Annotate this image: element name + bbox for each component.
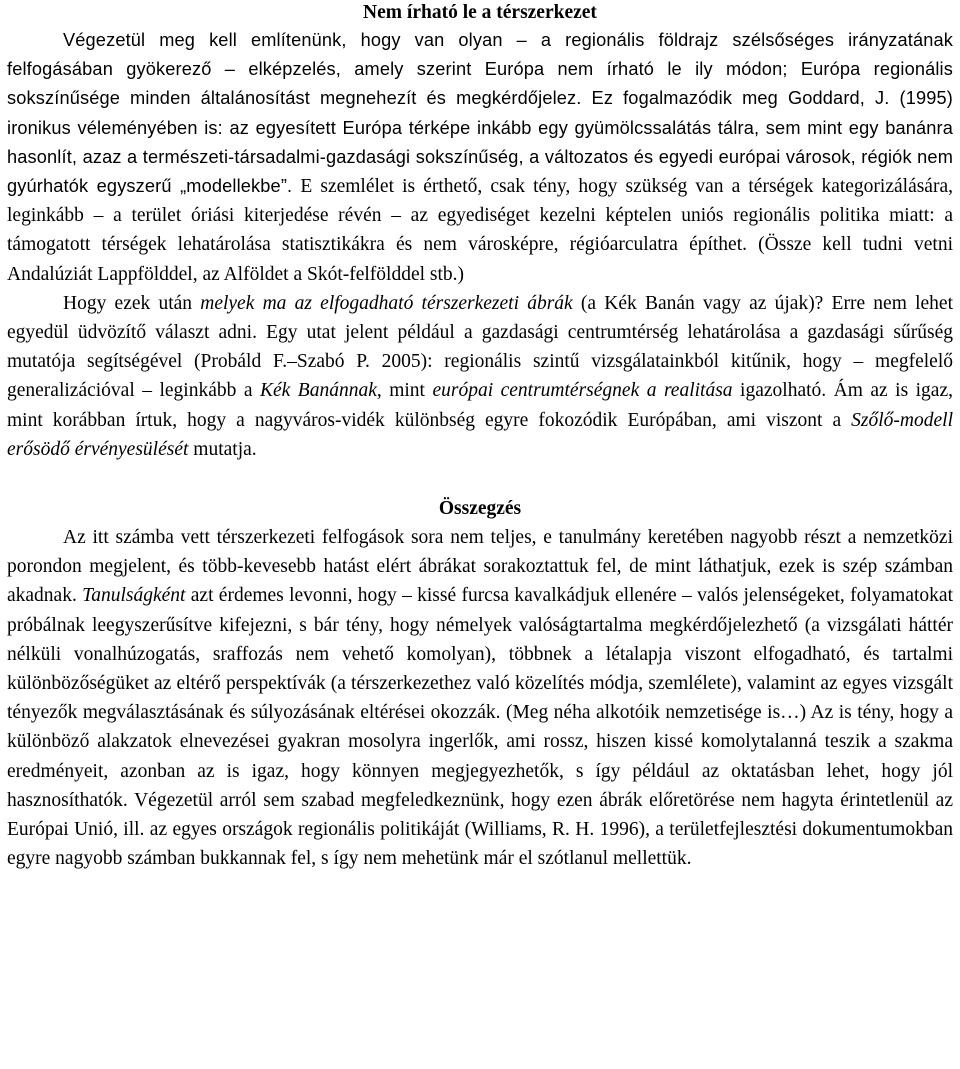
paragraph-goddard-sans-text: Végezetül meg kell említenünk, hogy van olyan – a regionális földrajz szélsőséges irányzatának felfogásában gyökerező – elképzelés, amely szerint Európa nem írható le ily módon; Európa regionális sokszínűsége minden általánosítást megnehezít és megkérdőjelez. Ez fogalmazódik meg Goddard, J. (1995) ironikus véleményében is: az egyesített Európa térképe inkább egy gyümölcssalátás tálra, sem mint egy banánra hasonlít, azaz a természeti-társadalmi-gazdasági sokszínűség, a változatos és egyedi európai városok, régiók nem gyúrhatók egyszerű „modellekbe”. bbox=[7, 30, 953, 197]
document-page bbox=[7, 0, 953, 873]
text-run: azt érdemes levonni, hogy – kissé furcsa kavalkádjuk ellenére – valós jelenségeket, folyamatokat próbálnak leegyszerűsítve kifejezni, s bár tény, hogy némelyek valóságtartalma megkérdőjelezhető (a vizsgálati háttér nélküli vonalhúzogatás, sraffozás nem vehető komolyan), többnek a létalapja viszont elfogadható, és tartalmi különbözőségüket az eltérő perspektívák (a térszerkezethez való közelítés módja, szemlélete), valamint az egyes vizsgált tényezők megválasztásának és súlyozásának eltérései okozzák. (Meg néha alkotóik nemzetisége is…) Az is tény, hogy a különböző alakzatok elnevezései gyakran mosolyra ingerlők, ami rossz, hiszen kissé komolytalanná teszik a szakma eredményeit, azonban az is igaz, hogy könnyen megjegyezhetők, s így például az oktatásban lehet, hogy jól hasznosíthatók. Végezetül arról sem szabad megfeledkeznünk, hogy ezen ábrák előretörése nem hagyta érintetlenül az Európai Unió, ill. az egyes országok regionális politikáját (Williams, R. H. 1996), a területfejlesztési dokumentumokban egyre nagyobb számban bukkannak fel, s így nem mehetünk már el szótlanul mellettük. bbox=[7, 585, 953, 870]
italic-run: Tanulságként bbox=[82, 585, 186, 607]
italic-run: melyek ma az elfogadható térszerkezeti ábrák bbox=[200, 292, 573, 314]
italic-run: európai centrumtérségnek a realitása bbox=[432, 380, 733, 402]
text-run: , mint bbox=[376, 380, 433, 402]
text-run: (a Kék Banán vagy az újak)? Erre nem lehet egyedül üdvözítő választ adni. Egy utat jelent például a gazdasági centrumtérség lehatárolása a gazdasági sűrűség mutatója segítségével (Probáld F.–Szabó P. 2005): regionális szintű vizsgálatainkból kitűnik, hogy – megfelelő generalizációval – leginkább a bbox=[7, 292, 953, 402]
italic-run: Kék Banánnak bbox=[259, 380, 377, 402]
paragraph-goddard bbox=[7, 26, 953, 289]
section-heading-summary: Összegzés bbox=[438, 498, 522, 520]
text-run: igazolható. Ám az is igaz, mint korábban írtuk, hogy a nagyváros-vidék különbség egyre fokozódik Európában, ami viszont a bbox=[7, 380, 953, 431]
text-run: Hogy ezek után bbox=[63, 292, 201, 314]
italic-run: Szőlő-modell erősödő érvényesülését bbox=[7, 409, 953, 460]
paragraph-goddard-serif-text: E szemlélet is érthető, csak tény, hogy szükség van a térségek kategorizálására, leginkább – a terület óriási kiterjedése révén – az egyediséget kezelni képtelen uniós regionális politika miatt: a támogatott térségek lehatárolása statisztikákra és nem városképre, régióarculatra építhet. (Össze kell tudni vetni Andalúziát Lappfölddel, az Alföldet a Skót-felfölddel stb.) bbox=[7, 176, 953, 285]
text-run: Az itt számba vett térszerkezeti felfogások sora nem teljes, e tanulmány keretében nagyobb részt a nemzetközi porondon megjelent, és több-kevesebb hatást elért ábrákat sorakoztattuk fel, de mint láthatjuk, ezek is szép számban akadnak. bbox=[7, 527, 953, 607]
text-run: mutatja. bbox=[188, 438, 257, 460]
paragraph-summary bbox=[7, 523, 953, 873]
paragraph-acceptable-maps bbox=[7, 289, 953, 464]
section-heading-structure: Nem írható le a térszerkezet bbox=[363, 2, 597, 23]
